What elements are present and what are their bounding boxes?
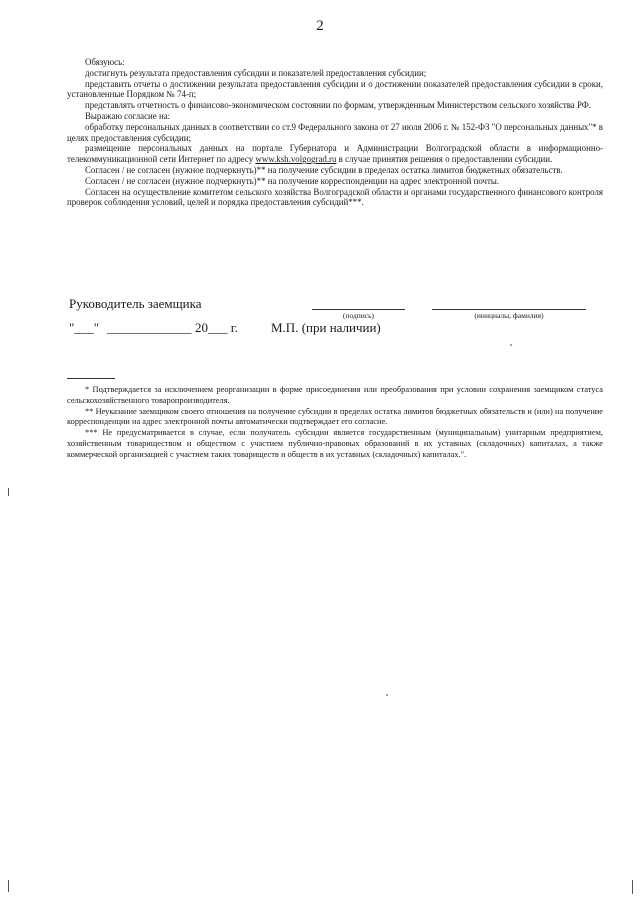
paragraph: представить отчеты о достижении результата предоставления субсидии и о достижении показателей предоставления субсидии в сроки, установленные Порядком № 74-п; [67,78,603,100]
footnote: *** Не предусматривается в случае, если получатель субсидии является государственным (муниципальным) унитарным предприятием, хозяйственным товариществом и обществом с участием публично-правовых образований в их уставных (складочных) капиталах, а также коммерческой организацией с участием таких товариществ и обществ в их уставных (складочных) капиталах.". [67,428,603,459]
footnote: ** Неуказание заемщиком своего отношения на получение субсидии в пределах остатка лимитов бюджетных обязательств и (или) на получение корреспонденции на адрес электронной почты автоматически подтверждает его согласие. [67,406,603,427]
signatory-role: Руководитель заемщика [69,296,202,311]
scan-speck [510,344,512,346]
portal-text-after: в случае принятия решения о предоставлении субсидии. [336,154,553,165]
footnotes [67,385,603,461]
paragraph: достигнуть результата предоставления субсидии и показателей предоставления субсидии; [85,67,427,78]
scan-mark [8,880,9,892]
scan-mark [632,880,633,894]
name-line [432,309,586,310]
name-caption: (инициалы, фамилия) [474,311,544,320]
commitments-text [67,57,603,208]
signature-caption: (подпись) [342,311,375,320]
date-line: _____________ [107,320,192,335]
footnote: * Подтверждается за исключением реорганизации в форме присоединения или преобразования при условии сохранения заемщиком статуса сельскохозяйственного товаропроизводителя. [67,385,603,405]
footnote-separator [67,378,115,379]
portal-text-before: размещение персональных данных на портале Губернатора и Администрации Волгоградской области в информационно-телекоммуникационной сети Интернет по адресу [67,143,603,165]
paragraph: Обязуюсь: [85,57,125,67]
date-quote: "___" [69,320,100,335]
consent-paragraph: Согласен / не согласен (нужное подчеркнуть)** на получение субсидии в пределах остатка лимитов бюджетных обязательств. [85,164,563,175]
consent-paragraph: Согласен / не согласен (нужное подчеркнуть)** на получение корреспонденции на адрес электронной почты. [85,175,500,186]
consent-paragraph: Согласен на осуществление комитетом сельского хозяйства Волгоградской области и органами государственного финансового контроля проверок соблюдения условий, целей и порядка предоставления субсидий***. [67,186,603,208]
signature-line [312,309,405,310]
date-year: 20___ г. [195,320,238,335]
paragraph: обработку персональных данных в соответствии со ст.9 Федерального закона от 27 июля 2006 г. № 152-ФЗ "О персональных данных"* в целях предоставления субсидии; [67,121,603,143]
page-number: 2 [316,18,324,34]
paragraph: представлять отчетность о финансово-экономическом состоянии по формам, утвержденным Министерством сельского хозяйства РФ. [85,100,591,111]
scan-speck [386,694,388,696]
portal-paragraph [67,143,603,165]
paragraph: Выражаю согласие на: [85,110,171,121]
stamp-label: М.П. (при наличии) [271,320,381,335]
scan-mark [8,488,9,496]
portal-link[interactable]: www.ksh.volgograd.ru [255,154,337,165]
